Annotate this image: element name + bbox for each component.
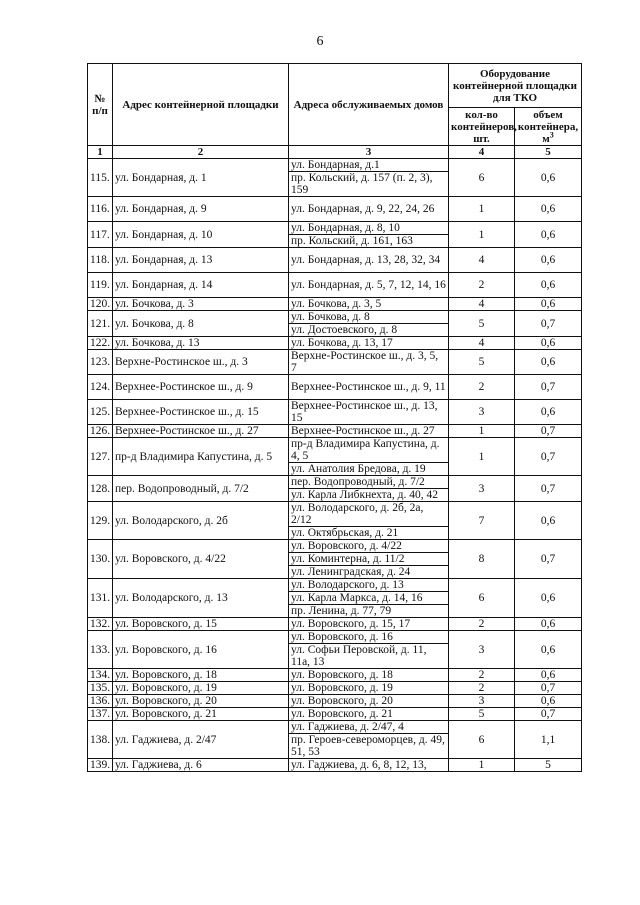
container-count: 3 (449, 400, 515, 425)
container-count: 6 (449, 721, 515, 759)
site-address: ул. Воровского, д. 21 (113, 708, 289, 721)
site-address: ул. Гаджиева, д. 6 (113, 759, 289, 772)
table-row (88, 721, 582, 734)
table-row (88, 197, 582, 222)
served-house: Верхнее-Ростинское ш., д. 9, 11 (289, 375, 449, 400)
container-count: 3 (449, 695, 515, 708)
container-volume: 0,6 (515, 248, 582, 273)
served-house: Верхнее-Ростинское ш., д. 27 (289, 425, 449, 438)
served-house: ул. Воровского, д. 19 (289, 682, 449, 695)
row-number: 133. (88, 631, 113, 669)
served-house: ул. Воровского, д. 20 (289, 695, 449, 708)
table-row (88, 222, 582, 235)
row-number: 124. (88, 375, 113, 400)
container-volume: 0,6 (515, 222, 582, 248)
site-address: пр-д Владимира Капустина, д. 5 (113, 438, 289, 476)
served-house: пр. Героев-североморцев, д. 49, 51, 53 (289, 734, 449, 759)
row-number: 138. (88, 721, 113, 759)
row-number: 137. (88, 708, 113, 721)
served-house: пер. Водопроводный, д. 7/2 (289, 476, 449, 489)
served-house: пр-д Владимира Капустина, д. 4, 5 (289, 438, 449, 463)
col-number: 1 (88, 146, 113, 159)
served-house: ул. Володарского, д. 2б, 2а, 2/12 (289, 502, 449, 527)
site-address: ул. Володарского, д. 2б (113, 502, 289, 540)
served-house: ул. Бондарная, д. 5, 7, 12, 14, 16 (289, 273, 449, 298)
row-number: 122. (88, 337, 113, 350)
served-house: ул. Бондарная, д. 13, 28, 32, 34 (289, 248, 449, 273)
site-address: ул. Бондарная, д. 13 (113, 248, 289, 273)
site-address: ул. Бондарная, д. 14 (113, 273, 289, 298)
row-number: 128. (88, 476, 113, 502)
served-house: ул. Воровского, д. 15, 17 (289, 618, 449, 631)
served-house: ул. Воровского, д. 21 (289, 708, 449, 721)
row-number: 117. (88, 222, 113, 248)
container-count: 6 (449, 579, 515, 618)
table-row (88, 759, 582, 772)
table-row (88, 337, 582, 350)
col-number: 2 (113, 146, 289, 159)
container-count: 5 (449, 311, 515, 337)
site-address: Верхне-Ростинское ш., д. 3 (113, 350, 289, 375)
table-row (88, 273, 582, 298)
served-house: ул. Ленинградская, д. 24 (289, 566, 449, 579)
container-volume: 0,6 (515, 273, 582, 298)
site-address: ул. Воровского, д. 15 (113, 618, 289, 631)
container-volume: 0,6 (515, 298, 582, 311)
served-house: ул. Достоевского, д. 8 (289, 324, 449, 337)
row-number: 131. (88, 579, 113, 618)
container-count: 2 (449, 375, 515, 400)
served-house: ул. Володарского, д. 13 (289, 579, 449, 592)
col-header-served: Адреса обслуживаемых домов (289, 64, 449, 146)
served-house: ул. Софьи Перовской, д. 11, 11а, 13 (289, 644, 449, 669)
served-house: ул. Воровского, д. 18 (289, 669, 449, 682)
container-count: 1 (449, 425, 515, 438)
site-address: ул. Володарского, д. 13 (113, 579, 289, 618)
site-address: ул. Бондарная, д. 9 (113, 197, 289, 222)
served-house: ул. Бочкова, д. 8 (289, 311, 449, 324)
table-row (88, 695, 582, 708)
table-row (88, 438, 582, 463)
site-address: Верхнее-Ростинское ш., д. 15 (113, 400, 289, 425)
container-volume: 0,7 (515, 540, 582, 579)
table-row (88, 682, 582, 695)
table-row (88, 708, 582, 721)
row-number: 115. (88, 159, 113, 197)
site-address: ул. Воровского, д. 18 (113, 669, 289, 682)
container-volume: 0,6 (515, 337, 582, 350)
container-count: 3 (449, 476, 515, 502)
table-row (88, 298, 582, 311)
site-address: ул. Бондарная, д. 1 (113, 159, 289, 197)
site-address: Верхнее-Ростинское ш., д. 27 (113, 425, 289, 438)
container-count: 2 (449, 273, 515, 298)
col-header-address: Адрес контейнерной площадки (113, 64, 289, 146)
col-number: 3 (289, 146, 449, 159)
container-volume: 0,7 (515, 708, 582, 721)
col-number: 5 (515, 146, 582, 159)
served-house: Верхне-Ростинское ш., д. 3, 5, 7 (289, 350, 449, 375)
table-row (88, 350, 582, 375)
table-row (88, 248, 582, 273)
container-volume: 0,7 (515, 438, 582, 476)
container-count: 2 (449, 669, 515, 682)
row-number: 123. (88, 350, 113, 375)
table-row (88, 400, 582, 425)
volume-label: объем контейнера, м (517, 108, 579, 145)
container-count: 4 (449, 248, 515, 273)
row-number: 139. (88, 759, 113, 772)
container-count: 2 (449, 682, 515, 695)
served-house: ул. Гаджиева, д. 6, 8, 12, 13, (289, 759, 449, 772)
container-volume: 1,1 (515, 721, 582, 759)
served-house: ул. Бочкова, д. 13, 17 (289, 337, 449, 350)
served-house: пр. Кольский, д. 161, 163 (289, 235, 449, 248)
table-row (88, 375, 582, 400)
served-house: ул. Бондарная, д. 8, 10 (289, 222, 449, 235)
container-count: 6 (449, 159, 515, 197)
container-count: 7 (449, 502, 515, 540)
row-number: 129. (88, 502, 113, 540)
row-number: 135. (88, 682, 113, 695)
row-number: 119. (88, 273, 113, 298)
container-count: 4 (449, 298, 515, 311)
served-house: пр. Ленина, д. 77, 79 (289, 605, 449, 618)
col-header-equipment: Оборудование контейнерной площадки для ТКО (449, 64, 582, 108)
row-number: 125. (88, 400, 113, 425)
volume-superscript: 3 (549, 129, 554, 139)
col-header-count: кол-во контейнеров, шт. (449, 108, 515, 146)
container-count: 1 (449, 197, 515, 222)
container-volume: 0,6 (515, 669, 582, 682)
served-house: пр. Кольский, д. 157 (п. 2, 3), 159 (289, 172, 449, 197)
site-address: ул. Бочкова, д. 8 (113, 311, 289, 337)
row-number: 118. (88, 248, 113, 273)
site-address: ул. Воровского, д. 20 (113, 695, 289, 708)
row-number: 136. (88, 695, 113, 708)
table-row (88, 540, 582, 553)
container-volume: 0,6 (515, 159, 582, 197)
container-count: 4 (449, 337, 515, 350)
container-volume: 0,7 (515, 375, 582, 400)
col-header-num: № п/п (88, 64, 113, 146)
table-row (88, 618, 582, 631)
table-row (88, 425, 582, 438)
served-house: ул. Карла Либкнехта, д. 40, 42 (289, 489, 449, 502)
site-address: ул. Бондарная, д. 10 (113, 222, 289, 248)
served-house: ул. Карла Маркса, д. 14, 16 (289, 592, 449, 605)
container-volume: 0,7 (515, 476, 582, 502)
page-number: 6 (316, 34, 324, 49)
container-sites-table (87, 63, 582, 772)
site-address: ул. Воровского, д. 4/22 (113, 540, 289, 579)
served-house: ул. Бондарная, д. 9, 22, 24, 26 (289, 197, 449, 222)
container-count: 5 (449, 708, 515, 721)
col-number: 4 (449, 146, 515, 159)
row-number: 127. (88, 438, 113, 476)
container-count: 1 (449, 759, 515, 772)
row-number: 134. (88, 669, 113, 682)
table-row (88, 502, 582, 527)
container-count: 1 (449, 222, 515, 248)
served-house: ул. Бондарная, д.1 (289, 159, 449, 172)
row-number: 120. (88, 298, 113, 311)
table-row (88, 476, 582, 489)
container-volume: 0,6 (515, 631, 582, 669)
served-house: ул. Бочкова, д. 3, 5 (289, 298, 449, 311)
container-volume: 0,7 (515, 311, 582, 337)
table-row (88, 631, 582, 644)
container-volume: 0,6 (515, 400, 582, 425)
served-house: ул. Гаджиева, д. 2/47, 4 (289, 721, 449, 734)
table-row (88, 311, 582, 324)
container-volume: 0,6 (515, 502, 582, 540)
row-number: 132. (88, 618, 113, 631)
container-count: 2 (449, 618, 515, 631)
site-address: Верхнее-Ростинское ш., д. 9 (113, 375, 289, 400)
served-house: Верхнее-Ростинское ш., д. 13, 15 (289, 400, 449, 425)
site-address: пер. Водопроводный, д. 7/2 (113, 476, 289, 502)
container-volume: 0,6 (515, 579, 582, 618)
container-volume: 0,6 (515, 695, 582, 708)
container-count: 5 (449, 350, 515, 375)
row-number: 130. (88, 540, 113, 579)
row-number: 126. (88, 425, 113, 438)
served-house: ул. Воровского, д. 4/22 (289, 540, 449, 553)
container-volume: 0,6 (515, 618, 582, 631)
served-house: ул. Воровского, д. 16 (289, 631, 449, 644)
container-volume: 5 (515, 759, 582, 772)
container-volume: 0,6 (515, 350, 582, 375)
table-body (88, 159, 582, 772)
table-row (88, 579, 582, 592)
table-row (88, 159, 582, 172)
container-count: 3 (449, 631, 515, 669)
served-house: ул. Октябрьская, д. 21 (289, 527, 449, 540)
served-house: ул. Коминтерна, д. 11/2 (289, 553, 449, 566)
site-address: ул. Бочкова, д. 13 (113, 337, 289, 350)
row-number: 116. (88, 197, 113, 222)
site-address: ул. Бочкова, д. 3 (113, 298, 289, 311)
served-house: ул. Анатолия Бредова, д. 19 (289, 463, 449, 476)
col-header-volume (515, 108, 582, 146)
table-row (88, 669, 582, 682)
container-count: 8 (449, 540, 515, 579)
site-address: ул. Воровского, д. 19 (113, 682, 289, 695)
container-volume: 0,6 (515, 197, 582, 222)
container-volume: 0,7 (515, 682, 582, 695)
site-address: ул. Гаджиева, д. 2/47 (113, 721, 289, 759)
site-address: ул. Воровского, д. 16 (113, 631, 289, 669)
row-number: 121. (88, 311, 113, 337)
container-count: 1 (449, 438, 515, 476)
container-volume: 0,7 (515, 425, 582, 438)
